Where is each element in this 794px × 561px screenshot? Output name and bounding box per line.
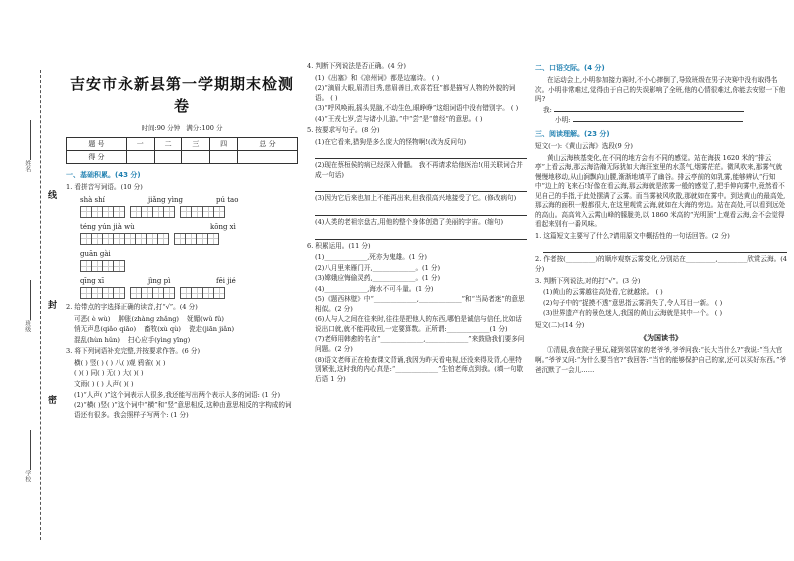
fill-item[interactable]: (2)八月里来雁门开,_____________。(1 分) xyxy=(315,263,441,272)
exam-meta xyxy=(66,124,298,133)
score-cell[interactable] xyxy=(182,150,210,163)
fill-item[interactable]: (3)嫦娥应悔偷灵药,_____________。(1 分) xyxy=(315,274,441,283)
pinyin: jìng pì xyxy=(148,277,171,286)
pinyin: fēi jié xyxy=(216,277,236,286)
reading-choice[interactable]: 悄无声息(qiǎo qiāo) xyxy=(74,325,137,334)
school-label: 学校 xyxy=(23,470,31,482)
answer-line[interactable] xyxy=(315,149,527,159)
judge-item[interactable]: (3)世界遗产有的景色迷人,我国的黄山云海就是其中一个。 ( ) xyxy=(543,309,723,318)
reading-choice[interactable]: 混乱(hùn hǔn) xyxy=(74,335,120,344)
q6-text: 6. 积累运用。(11 分) xyxy=(307,241,371,250)
name-blank[interactable] xyxy=(30,120,31,160)
passage-2-heading: 短文(二):(14 分) xyxy=(535,320,585,329)
writing-grid[interactable] xyxy=(80,287,124,299)
oral-prompt: 在运动会上,小明参加接力赛时,不小心摔倒了,导致班级在男子决赛中没有取得名次。小明非常难过,觉得由于自己的失误影响了全班,他的心情很难过,你能去安慰一下他吗? xyxy=(535,76,786,104)
q3-sub-2[interactable]: (2)“横( )竖( )”这个词中“横”和“竖”意思相反,这种由意思相反的字构成的词语还有很多。我会照样子写两个: (1 分) xyxy=(74,401,292,419)
pinyin-row-1 xyxy=(80,195,298,205)
q5-text: 5. 按要求写句子。(8 分) xyxy=(307,126,380,135)
column-2 xyxy=(307,60,527,555)
reading-choice[interactable]: 畜牧(xù qù) xyxy=(144,325,181,334)
pinyin-row-2 xyxy=(80,222,298,232)
q3-text: 3. 将下列词语补充完整,并按要求作答。(6 分) xyxy=(66,347,201,356)
score-header: 三 xyxy=(182,137,210,150)
pinyin: guān gài xyxy=(80,249,111,258)
judge-item[interactable]: (1)黄山的云雾越往高处看,它就越浓。 ( ) xyxy=(543,288,663,297)
q2-text: 2. 给带点的字选择正确的读音,打“√”。(4 分) xyxy=(66,303,198,312)
grid-row-3 xyxy=(80,260,298,272)
grid-row-1 xyxy=(80,206,298,218)
answer-line[interactable] xyxy=(315,206,527,216)
passage-2-title: 《为国读书》 xyxy=(640,333,682,343)
cut-mark-seal: 封 xyxy=(46,300,57,309)
oral-ming-label: 小明: xyxy=(555,116,571,125)
answer-line[interactable] xyxy=(315,182,527,192)
fill-item[interactable]: (5)《题西林壁》中“_____________,_____________”和“当局者迷”的意思相似。(2 分) xyxy=(315,295,525,313)
q4-text: 4. 判断下列说法是否正确。(4 分) xyxy=(307,62,406,70)
fill-item[interactable]: (7)老师用韩愈的名言“_____________,_____________”来鼓励我们要多问问题。(2 分) xyxy=(315,335,525,354)
score-cell[interactable] xyxy=(238,150,298,163)
oral-me-row xyxy=(543,106,787,116)
score-cell[interactable] xyxy=(210,150,238,163)
writing-grid[interactable] xyxy=(80,260,124,272)
p1-question[interactable]: 2. 作者按(_________)的顺序观察云雾变化,分别站在_________,_________欣赏云海。(4 分) xyxy=(535,255,787,274)
exam-full-score: 满分:100 分 xyxy=(186,123,223,132)
answer-line[interactable] xyxy=(543,243,787,253)
score-header: 四 xyxy=(210,137,238,150)
column-3 xyxy=(535,60,787,555)
reading-choice[interactable]: 妩媚(wǔ fǔ) xyxy=(187,314,225,323)
sentence-item: (2)现在蔡桓侯的病已经深入骨髓。 我不再请求给他医治!(用关联词合并成一句话) xyxy=(315,161,523,179)
q3-fill-row[interactable]: 横( ) 竖( ) ( ) 八( )观 鸦雀( )( ) xyxy=(74,358,166,367)
oral-ming-blank[interactable] xyxy=(573,121,743,122)
reading-choice[interactable]: 肿胀(zhàng zhǎng) xyxy=(118,314,179,323)
q2-row xyxy=(74,336,298,346)
reading-choice[interactable]: 瓷走(jiān jiǎn) xyxy=(188,325,235,334)
pinyin: jiǎng yìng xyxy=(148,195,183,204)
writing-grid[interactable] xyxy=(130,206,174,218)
section-3-title: 三、阅读理解。(23 分) xyxy=(535,129,610,138)
pinyin: qīng xī xyxy=(80,277,105,286)
cut-mark-dense: 密 xyxy=(46,395,57,404)
reading-choice[interactable]: 可恶( è wù) xyxy=(74,314,111,323)
grid-row-4 xyxy=(80,287,298,299)
score-header: 题 号 xyxy=(67,137,127,150)
q3-fill-row[interactable]: ( )( ) 同( ) 无( ) 大( )( ) xyxy=(74,369,144,378)
oral-me-blank[interactable] xyxy=(554,111,744,112)
reading-choice[interactable]: 扫心应手(yìng yīng) xyxy=(127,335,191,344)
grid-row-2 xyxy=(80,233,298,245)
pinyin: kōng xì xyxy=(210,222,236,231)
score-table xyxy=(66,137,298,164)
oral-me-label: 我: xyxy=(543,105,552,114)
answer-line[interactable] xyxy=(315,230,527,240)
passage-1-heading: 短文(一):《黄山云海》选段(9 分) xyxy=(535,142,633,151)
class-label: 班级 xyxy=(23,320,31,332)
q3-sub-1[interactable]: (1)“人声( )”这个词表示人很多,我还能写出两个表示人多的词语: (1 分) xyxy=(74,390,281,399)
p1-question: 3. 判断下列说法,对的打“√”。(3 分) xyxy=(535,276,641,285)
score-header: 二 xyxy=(154,137,182,150)
writing-grid[interactable] xyxy=(80,233,168,245)
score-header: 一 xyxy=(126,137,154,150)
writing-grid[interactable] xyxy=(174,233,218,245)
writing-grid[interactable] xyxy=(180,206,224,218)
judge-item[interactable]: (2)“滴眉大眼,眉清目秀,慈眉善目,欢喜若狂”都是描写人物的外貌的词语。 ( ) xyxy=(315,84,516,102)
fill-item[interactable]: (4)_____________,海水不可斗量。(1 分) xyxy=(315,284,434,293)
class-blank[interactable] xyxy=(30,280,31,320)
judge-item[interactable]: (4)“王戎七岁,尝与诸小儿游。”中“尝”是“曾经”的意思。( ) xyxy=(315,114,483,123)
judge-item[interactable]: (2)句子中的“捉摸不透”意思指云雾消失了,令人耳目一新。 ( ) xyxy=(543,298,723,307)
pinyin-row-3 xyxy=(80,249,298,259)
pinyin: pú tao xyxy=(216,195,239,204)
score-cell[interactable] xyxy=(154,150,182,163)
q2-row xyxy=(74,325,298,335)
score-row-label: 得 分 xyxy=(67,150,127,163)
fill-item[interactable]: (8)语文老师正在检查课文背诵,我因为昨天看电视,还没来得及背,心里特别紧张,这时我的内心真是:“_____________”生怕老师点到我。(填一句歇后语 1 分) xyxy=(315,355,524,383)
score-header: 总 分 xyxy=(238,137,298,150)
fill-item[interactable]: (1)_____________,死亦为鬼雄。(1 分) xyxy=(315,253,427,262)
exam-time: 时间:90 分钟 xyxy=(141,123,181,132)
school-blank[interactable] xyxy=(30,430,31,470)
q3-fill-row[interactable]: 文雨( ) ( ) 人声( )( ) xyxy=(74,380,134,388)
pinyin-row-4 xyxy=(80,276,298,286)
binding-margin xyxy=(0,0,58,561)
passage-2-text: ①清晨,我在院子里玩,碰到邻居家的老爷爷,爷爷问我:“长大当什么?”我说:“当大官啊。”爷爷又问:“为什么要当官?”我回答:“当官的能够保护自己的家,还可以买好东西。”爷爸沉默了一会儿…… xyxy=(535,346,787,374)
p1-question: 1. 这篇短文主要写了什么?请用原文中概括性的一句话回答。(2 分) xyxy=(535,231,730,240)
writing-grid[interactable] xyxy=(80,206,124,218)
name-label: 姓名 xyxy=(23,160,31,172)
column-1 xyxy=(66,70,298,561)
score-cell[interactable] xyxy=(126,150,154,163)
section-2-title: 二、口语交际。(4 分) xyxy=(535,64,605,72)
writing-grid[interactable] xyxy=(180,287,224,299)
sentence-item: (3)因为它后来也加上不能再出来,但我很高兴地接受了它。(修改病句) xyxy=(315,194,517,203)
judge-item[interactable]: (1)《出塞》和《凉州词》都是边塞诗。 ( ) xyxy=(315,73,440,82)
judge-item[interactable]: (3)“呼风唤雨,摇头晃脑,不动生色,眼睁睁”这组词语中没有错别字。 ( ) xyxy=(315,104,519,113)
exam-title: 吉安市永新县第一学期期末检测卷 xyxy=(69,75,294,115)
passage-1-text: 黄山云海核基变化,在不同的地方会有不同的感觉。站在海拔 1620 米的“排云亭”上看云海,那云海浩瀚无际犹如大海汪室里的水蒸气,烟雾茫茫。微风吹来,那雾气就慢慢地移动,从山涧飘向山腰,渐渐地填平了幽谷。排云亭前的如乳雾,能够辨认“行知中”边上的飞来石!好像在看云海,那云海就是浓雾一般的感觉了,把手伸向雾中,竟然看不见自己的手指,于此处摆满了云雾。而当雾被风吹散,那就如在雾中。到达黄山的最高处,那云海的面积一般都很大,在这里观赏云海,就如在大海的旁边。站在高处,可以看到远处的高山。高高耸入云霄山峰的朦胧美,以 1860 米高的“光明顶”上观看云海,会不会觉得看起来别有一番风味。 xyxy=(535,153,786,229)
fill-item[interactable]: (6)人与人之间在往来时,往往是把他人的东西,哪怕是诚信与信任,比如话说出口就,就不能再收回,一定要算数。正所谓:_____________(1 分) xyxy=(315,315,522,333)
pinyin: shà shí xyxy=(80,195,105,204)
writing-grid[interactable] xyxy=(130,287,174,299)
q2-row xyxy=(74,315,298,325)
section-1-title: 一、基础积累。(43 分) xyxy=(66,170,141,179)
sentence-item: (1)在它看来,猎狗是多么庞大的怪物啊!(改为反问句) xyxy=(315,137,467,146)
sentence-item: (4)人类的老祖宗盘古,用他的整个身体创造了美丽的宇宙。(缩句) xyxy=(315,218,504,227)
pinyin: téng yún jià wù xyxy=(80,222,135,231)
cut-line xyxy=(40,70,41,540)
q1-text: 1. 看拼音写词语。(10 分) xyxy=(66,183,143,192)
oral-ming-row xyxy=(555,116,787,126)
cut-mark-line: 线 xyxy=(46,190,57,199)
